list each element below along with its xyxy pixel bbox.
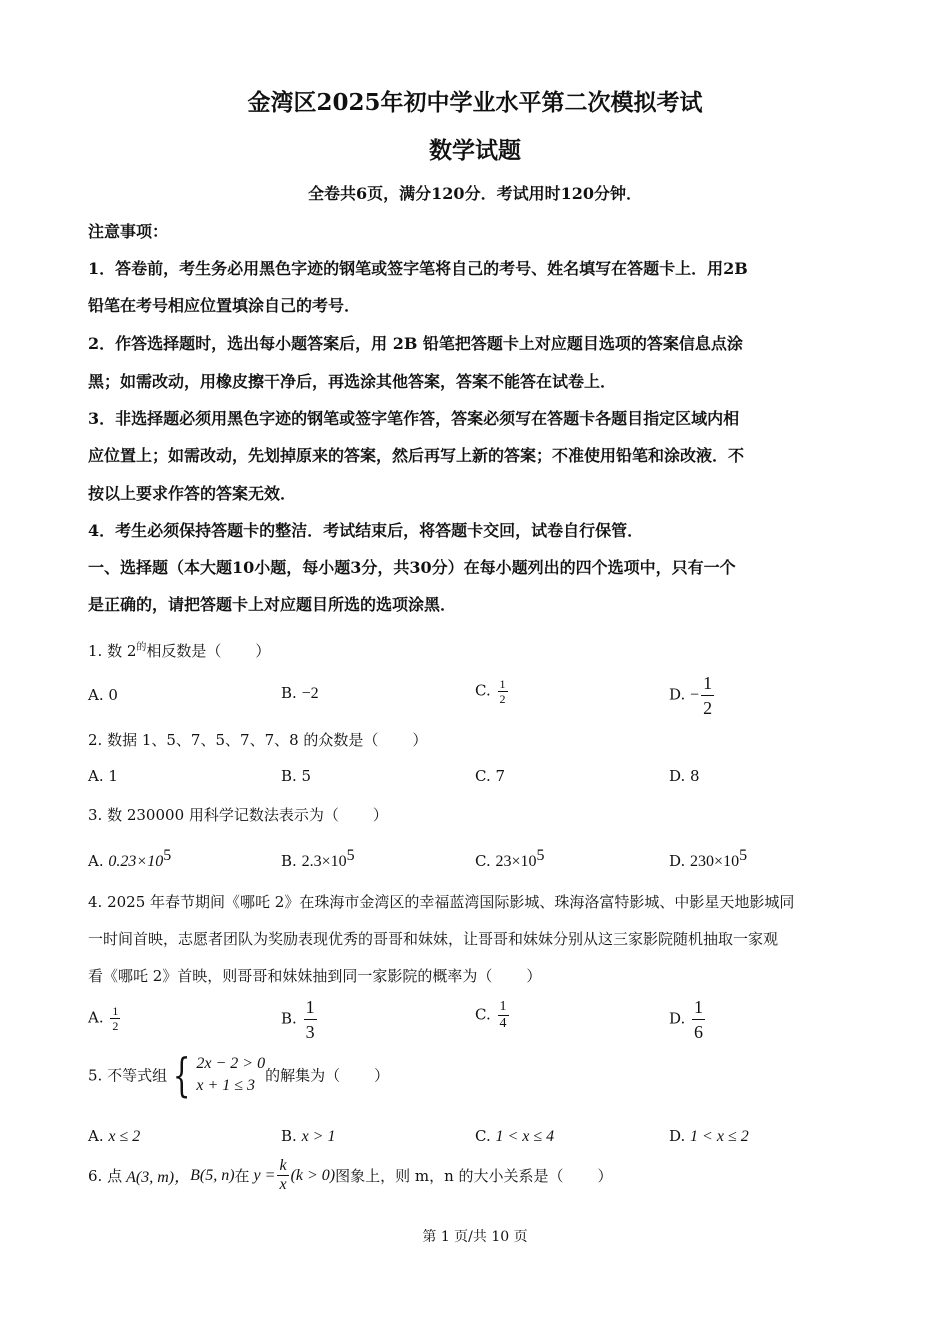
- notes-line: 铅笔在考号相应位置填涂自己的考号．: [88, 296, 361, 315]
- page-footer: 第 1 页/共 10 页: [422, 1229, 528, 1245]
- exam-subtitle: 数学试题: [429, 137, 521, 164]
- section-heading: 是正确的，请把答题卡上对应题目所选的选项涂黑．: [88, 595, 457, 614]
- option-a: A. $\frac{1}{2}$: [88, 1004, 119, 1033]
- question-1-stem: 1. 数 $2^的$相反数是（ ）: [88, 642, 271, 660]
- question-3-stem: 3. 数 230000 用科学记数法表示为（ ）: [88, 806, 388, 824]
- option-d: D. $230\times 10^5$: [669, 847, 748, 870]
- fraction: $\frac{1}{2}$: [703, 673, 713, 718]
- option-d: D. $\frac{1}{6}$: [669, 997, 704, 1042]
- option-b: B. $\frac{1}{3}$: [281, 997, 315, 1042]
- option-b: B. −2: [281, 684, 319, 702]
- fraction: $\frac{1}{3}$: [305, 997, 315, 1042]
- question-4-line: 一时间首映，志愿者团队为奖励表现优秀的哥哥和妹妹，让哥哥和妹妹分别从这三家影院随机抽取一家观: [88, 930, 779, 948]
- question-5-stem: 5. 不等式组 { 2x − 2 > 0 x + 1 ≤ 3 的解集为（ ）: [88, 1048, 390, 1102]
- notes-line: 黑；如需改动，用橡皮擦干净后，再选涂其他答案，答案不能答在试卷上．: [88, 372, 617, 391]
- fraction: $\frac{1}{2}$: [499, 677, 506, 706]
- notes-line: 3．非选择题必须用黑色字迹的钢笔或签字笔作答，答案必须写在答题卡各题目指定区域内相: [88, 409, 740, 428]
- inequality-system: { 2x − 2 > 0 x + 1 ≤ 3: [172, 1048, 266, 1102]
- option-b: B. $2.3\times 10^5$: [281, 847, 355, 870]
- fraction: $\frac{1}{2}$: [112, 1004, 119, 1033]
- option-c: C. 7: [475, 767, 506, 785]
- question-6-stem: 6. 点 A(3, m)， B(5, n) 在 y = $\frac{k}{x}$ (k > 0) 图象上，则 m，n 的大小关系是（ ）: [88, 1157, 613, 1193]
- option-b: B. 5: [281, 767, 312, 785]
- option-d: D. − $\frac{1}{2}$: [669, 673, 713, 718]
- notes-line: 1．答卷前，考生务必用黑色字迹的钢笔或签字笔将自己的考号、姓名填写在答题卡上．用2B: [88, 259, 748, 278]
- option-a: A. $0.23\times 10^5$: [88, 847, 172, 870]
- section-heading: 一、选择题（本大题10小题，每小题3分，共30分）在每小题列出的四个选项中，只有一个: [88, 558, 736, 577]
- exam-info: 全卷共6页，满分120分．考试用时120分钟．: [308, 184, 642, 203]
- notes-line: 4．考生必须保持答题卡的整洁．考试结束后，将答题卡交回，试卷自行保管．: [88, 521, 644, 540]
- notes-line: 2．作答选择题时，选出每小题答案后，用 2B 铅笔把答题卡上对应题目选项的答案信息点涂: [88, 334, 743, 353]
- option-c: C. $\frac{1}{4}$: [475, 999, 507, 1031]
- option-a: A. 0: [88, 686, 118, 704]
- question-2-stem: 2. 数据 1、5、7、5、7、7、8 的众数是（ ）: [88, 731, 428, 749]
- notes-line: 应位置上；如需改动，先划掉原来的答案，然后再写上新的答案；不准使用铅笔和涂改液．不: [88, 446, 745, 465]
- option-d: D. 8: [669, 767, 700, 785]
- question-4-line: 看《哪吒 2》首映，则哥哥和妹妹抽到同一家影院的概率为（ ）: [88, 967, 542, 985]
- option-c: C. $\frac{1}{2}$: [475, 677, 506, 706]
- fraction: $\frac{1}{6}$: [694, 997, 704, 1042]
- option-a: A. x ≤ 2: [88, 1127, 141, 1145]
- exam-title: 金湾区2025年初中学业水平第二次模拟考试: [247, 89, 703, 116]
- option-c: C. 1 < x ≤ 4: [475, 1127, 555, 1145]
- option-d: D. 1 < x ≤ 2: [669, 1127, 749, 1145]
- question-4-line: 4. 2025 年春节期间《哪吒 2》在珠海市金湾区的幸福蓝湾国际影城、珠海洛富特影城、中影星天地影城同: [88, 893, 795, 911]
- option-c: C. $23\times 10^5$: [475, 847, 545, 870]
- notes-line: 按以上要求作答的答案无效．: [88, 484, 297, 503]
- notes-heading: 注意事项：: [88, 222, 169, 241]
- fraction: $\frac{k}{x}$: [279, 1157, 287, 1193]
- option-b: B. x > 1: [281, 1127, 336, 1145]
- fraction: $\frac{1}{4}$: [499, 999, 507, 1031]
- option-a: A. 1: [88, 767, 118, 785]
